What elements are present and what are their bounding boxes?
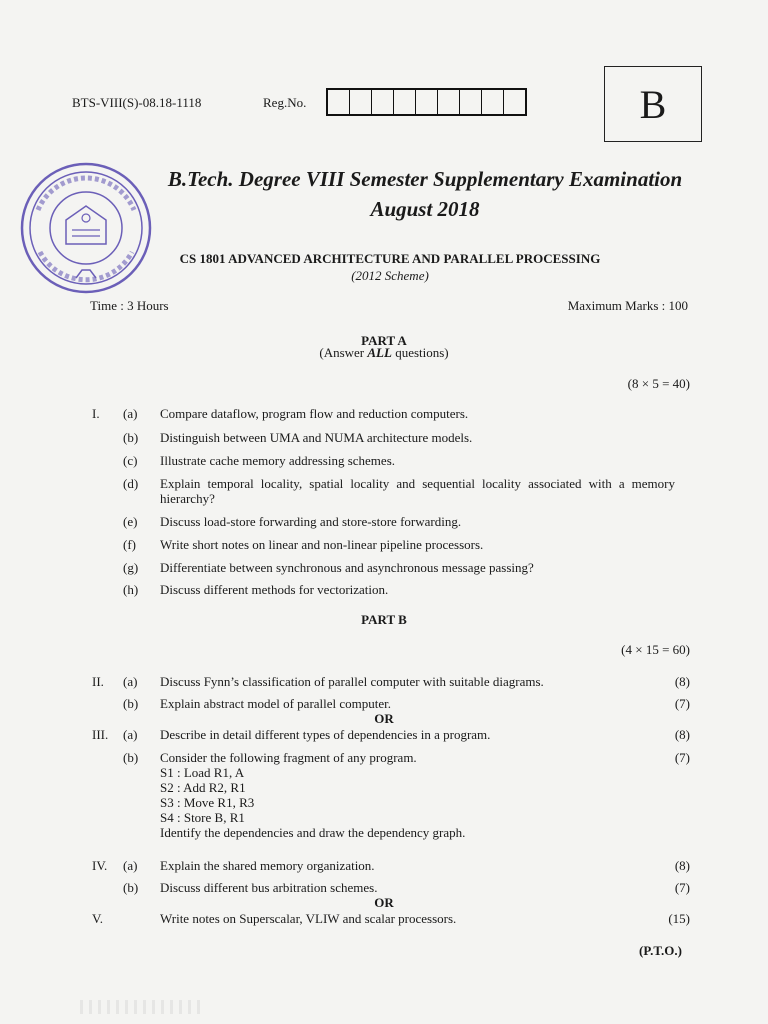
question-1-sub-label: (g): [123, 560, 139, 575]
question-2b-label: (b): [123, 696, 139, 711]
question-3b-line: S4 : Store B, R1: [160, 810, 245, 825]
part-b-marks: (4 × 15 = 60): [621, 642, 690, 657]
question-2a-label: (a): [123, 674, 138, 689]
question-1-sub-label: (f): [123, 537, 136, 552]
question-number-1: I.: [92, 406, 100, 421]
page-turn-over: (P.T.O.): [639, 943, 682, 958]
exam-title-line1: B.Tech. Degree VIII Semester Supplementary Examination: [167, 167, 683, 191]
question-4a-label: (a): [123, 858, 138, 873]
course-scheme: (2012 Scheme): [351, 268, 429, 283]
question-3b-line: Consider the following fragment of any program.: [160, 750, 417, 765]
question-1-sub-text: Distinguish between UMA and NUMA architecture models.: [160, 430, 473, 445]
question-1-sub-label: (b): [123, 430, 139, 445]
question-4a-text: Explain the shared memory organization.: [160, 858, 375, 873]
question-1-sub-label: (c): [123, 453, 138, 468]
question-1-sub-text: Write short notes on linear and non-linear pipeline processors.: [160, 537, 484, 552]
question-3a-label: (a): [123, 727, 138, 742]
question-number-3: III.: [92, 727, 109, 742]
question-1-sub-text: Discuss different methods for vectorization.: [160, 582, 389, 597]
question-3b-marks: (7): [674, 750, 690, 765]
exam-title-line2: August 2018: [370, 197, 480, 221]
part-a-marks: (8 × 5 = 40): [627, 376, 690, 391]
question-3a-marks: (8): [674, 727, 690, 742]
question-1-sub-text: Compare dataflow, program flow and reduction computers.: [160, 406, 469, 421]
question-1-sub-label: (h): [123, 582, 139, 597]
part-a-instruction: (Answer ALL questions): [319, 345, 449, 360]
question-3b-line: S2 : Add R2, R1: [160, 780, 246, 795]
question-3b-line: S1 : Load R1, A: [160, 765, 245, 780]
question-2a-text: Discuss Fynn’s classification of parallel computer with suitable diagrams.: [160, 674, 544, 689]
question-2b-text: Explain abstract model of parallel computer.: [160, 696, 392, 711]
question-1-sub-text: Explain temporal locality, spatial locality and sequential locality associated with a memory hierarchy?: [160, 476, 675, 506]
exam-duration: Time : 3 Hours: [90, 298, 169, 313]
question-1-sub-text: Differentiate between synchronous and asynchronous message passing?: [160, 560, 534, 575]
question-4b-text: Discuss different bus arbitration schemes.: [160, 880, 378, 895]
maximum-marks: Maximum Marks : 100: [567, 298, 688, 313]
question-number-5: V.: [92, 911, 103, 926]
question-1-sub-label: (d): [123, 476, 139, 491]
question-4b-label: (b): [123, 880, 139, 895]
question-3a-text: Describe in detail different types of dependencies in a program.: [160, 727, 491, 742]
scan-smudge: [80, 1000, 200, 1014]
part-b-title: PART B: [361, 612, 407, 627]
part-a-title: PART A: [361, 333, 407, 348]
question-number-4: IV.: [92, 858, 108, 873]
or-separator-2: OR: [374, 895, 394, 910]
question-1-sub-label: (a): [123, 406, 138, 421]
course-name: CS 1801 ADVANCED ARCHITECTURE AND PARALLEL PROCESSING: [179, 251, 601, 266]
question-2a-marks: (8): [674, 674, 690, 689]
question-1-sub-text: Discuss load-store forwarding and store-store forwarding.: [160, 514, 462, 529]
or-separator-1: OR: [374, 711, 394, 726]
question-3b-label: (b): [123, 750, 139, 765]
question-1-sub-text: Illustrate cache memory addressing schemes.: [160, 453, 395, 468]
exam-title: [150, 164, 700, 224]
question-2b-marks: (7): [674, 696, 690, 711]
reg-no-boxes: [326, 88, 527, 116]
question-3b-line: S3 : Move R1, R3: [160, 795, 255, 810]
paper-code: BTS-VIII(S)-08.18-1118: [72, 95, 202, 110]
question-3b-text: [160, 750, 675, 840]
question-5-text: Write notes on Superscalar, VLIW and scalar processors.: [160, 911, 457, 926]
question-set-box: B: [604, 66, 702, 142]
question-3b-line: Identify the dependencies and draw the dependency graph.: [160, 825, 466, 840]
question-1-sub-label: (e): [123, 514, 138, 529]
question-4b-marks: (7): [674, 880, 690, 895]
reg-no-label: Reg.No.: [263, 95, 307, 110]
question-5-marks: (15): [668, 911, 690, 926]
question-4a-marks: (8): [674, 858, 690, 873]
question-number-2: II.: [92, 674, 104, 689]
